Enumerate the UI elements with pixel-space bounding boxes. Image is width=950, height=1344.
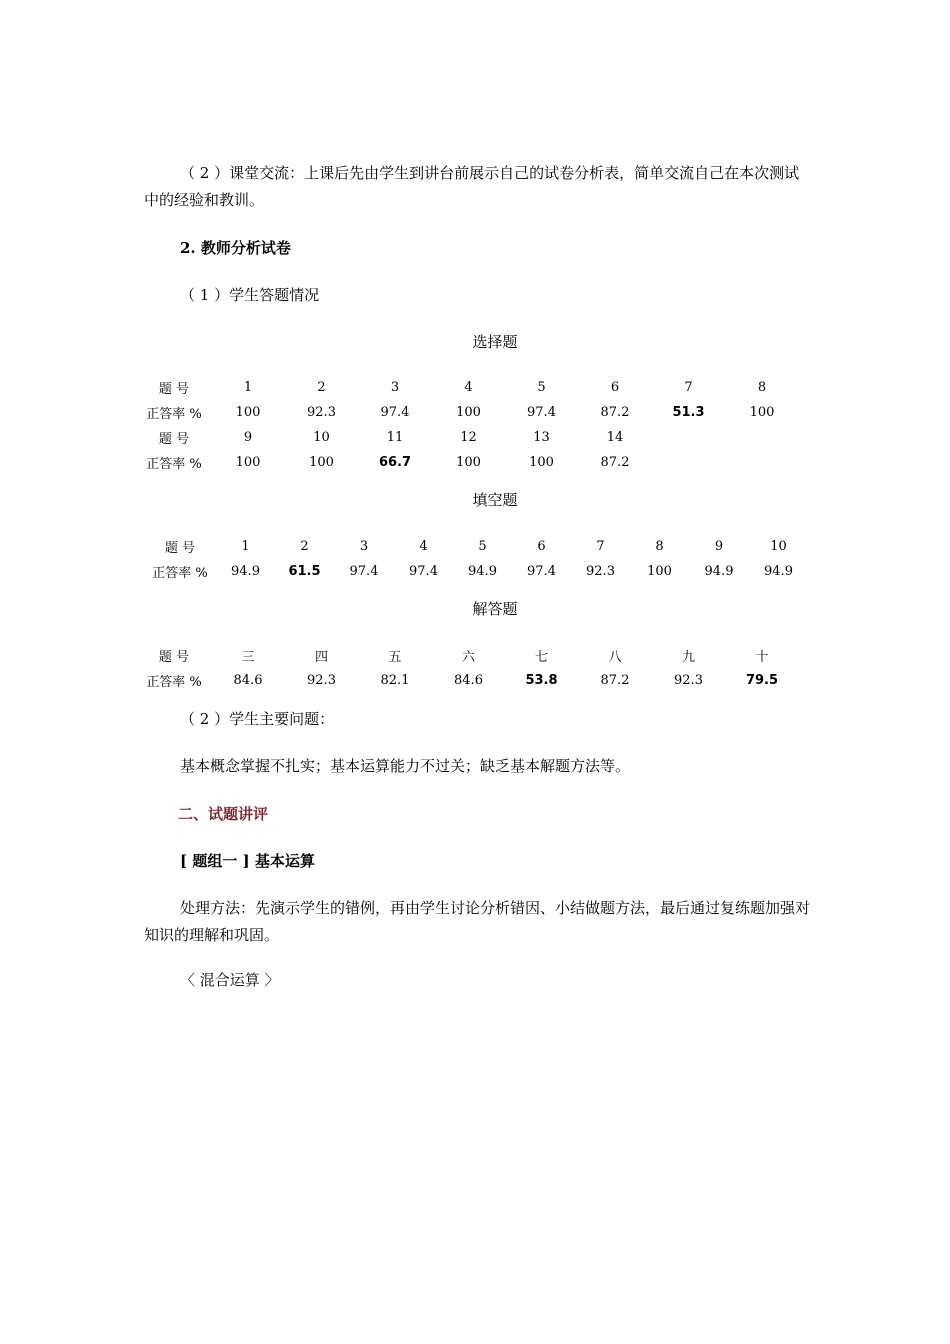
question-number: 2: [300, 539, 309, 554]
question-number: 6: [610, 380, 620, 395]
correct-rate: 84.6: [454, 673, 483, 688]
question-number: 2: [317, 380, 326, 395]
group-one-heading: [ 题组一 ] 基本运算: [180, 852, 315, 870]
question-number: 七: [534, 650, 548, 665]
question-number: 六: [461, 650, 475, 665]
question-number: 3: [359, 539, 369, 554]
question-number: 九: [681, 650, 695, 665]
correct-rate: 100: [309, 455, 334, 470]
question-number: 4: [464, 380, 473, 395]
correct-rate: 87.2: [600, 455, 630, 470]
problems-text: 基本概念掌握不扎实；基本运算能力不过关；缺乏基本解题方法等。: [180, 757, 631, 775]
question-number: 8: [655, 539, 664, 554]
question-number: 8: [757, 380, 767, 395]
choice-row-rates-1: [137, 400, 799, 425]
question-number: 9: [243, 430, 253, 445]
choice-table: [137, 375, 799, 475]
mixed-operations-label: 〈 混合运算 〉: [180, 971, 280, 989]
correct-rate: 97.4: [527, 405, 556, 420]
fill-row-rates: [144, 559, 808, 584]
solve-row-numbers: [137, 643, 799, 668]
question-number: 6: [537, 539, 546, 554]
row-label: 正答率 %: [146, 457, 202, 472]
question-number: 13: [533, 430, 550, 445]
question-number: 9: [714, 539, 724, 554]
teacher-analysis-heading: 2. 教师分析试卷: [180, 239, 291, 257]
correct-rate: 94.9: [704, 564, 734, 579]
answers-subheading: （ 1 ）学生答题情况: [180, 286, 320, 304]
correct-rate: 87.2: [600, 673, 630, 688]
correct-rate: 97.4: [380, 405, 410, 420]
question-number: 四: [314, 650, 328, 665]
solve-table-title: 解答题: [472, 600, 518, 618]
correct-rate: 97.4: [349, 564, 379, 579]
correct-rate: 97.4: [409, 564, 438, 579]
correct-rate: 97.4: [527, 564, 556, 579]
correct-rate: 92.3: [307, 405, 336, 420]
correct-rate: 84.6: [233, 673, 263, 688]
fill-table: [144, 534, 808, 584]
question-number: 12: [460, 430, 477, 445]
question-number: 11: [386, 430, 404, 445]
correct-rate: 100: [749, 405, 775, 420]
question-number: 5: [478, 539, 487, 554]
fill-row-numbers: [144, 534, 808, 559]
question-number: 3: [390, 380, 400, 395]
question-number: 10: [770, 539, 787, 554]
row-label: 题 号: [158, 432, 190, 447]
question-number: 5: [537, 380, 546, 395]
question-number: 八: [608, 650, 622, 665]
correct-rate: 100: [235, 405, 261, 420]
correct-rate: 82.1: [380, 673, 410, 688]
choice-table-title: 选择题: [472, 333, 518, 351]
fill-table-title: 填空题: [472, 491, 518, 509]
correct-rate: 94.9: [764, 564, 793, 579]
correct-rate: 92.3: [674, 673, 703, 688]
correct-rate: 94.9: [468, 564, 497, 579]
correct-rate: 100: [529, 455, 554, 470]
choice-row-numbers-1: [137, 375, 799, 400]
row-label: 题 号: [164, 541, 196, 556]
correct-rate-low: 53.8: [525, 673, 558, 688]
correct-rate: 92.3: [586, 564, 615, 579]
correct-rate-low: 61.5: [288, 564, 321, 579]
correct-rate: 100: [647, 564, 672, 579]
correct-rate: 100: [456, 455, 481, 470]
row-label: 题 号: [158, 650, 190, 665]
correct-rate: 87.2: [600, 405, 630, 420]
choice-row-numbers-2: [137, 425, 799, 450]
correct-rate: 94.9: [231, 564, 260, 579]
question-number: 4: [419, 539, 428, 554]
question-number: 7: [684, 380, 693, 395]
row-label: 题 号: [158, 382, 190, 397]
correct-rate: 100: [456, 405, 481, 420]
question-number: 1: [241, 539, 250, 554]
question-number: 10: [313, 430, 330, 445]
problems-subheading: （ 2 ）学生主要问题：: [180, 710, 335, 728]
correct-rate-low: 51.3: [672, 405, 705, 420]
question-number: 14: [606, 430, 624, 445]
correct-rate-low: 79.5: [745, 673, 779, 688]
correct-rate: 92.3: [307, 673, 336, 688]
method-paragraph: 处理方法：先演示学生的错例，再由学生讨论分析错因、小结做题方法，最后通过复练题加强对知识的理解和巩固。: [144, 899, 811, 944]
question-number: 五: [388, 650, 402, 665]
question-number: 十: [755, 650, 769, 665]
row-label: 正答率 %: [152, 566, 208, 581]
question-number: 三: [241, 650, 255, 665]
intro-paragraph: （ 2 ）课堂交流：上课后先由学生到讲台前展示自己的试卷分析表，简单交流自己在本次测试中的经验和教训。: [144, 164, 800, 209]
solve-table: [137, 643, 799, 693]
row-label: 正答率 %: [146, 407, 202, 422]
section-review-heading: 二、试题讲评: [178, 805, 269, 823]
question-number: 1: [243, 380, 253, 395]
question-number: 7: [596, 539, 605, 554]
correct-rate: 100: [235, 455, 261, 470]
choice-row-rates-2: [137, 450, 799, 475]
correct-rate-low: 66.7: [378, 455, 412, 470]
row-label: 正答率 %: [146, 675, 202, 690]
solve-row-rates: [137, 668, 799, 693]
